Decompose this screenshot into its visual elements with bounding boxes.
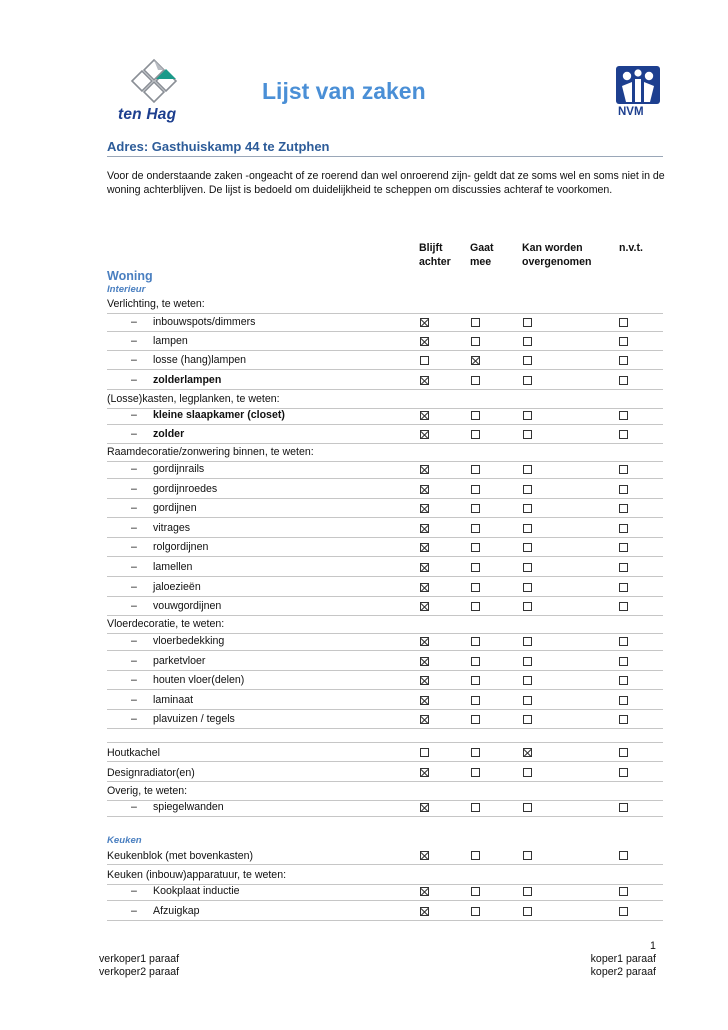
- group-row-raamdecoratie: Raamdecoratie/zonwering binnen, te weten:: [107, 443, 663, 462]
- checkbox-kan-worden-overgenomen[interactable]: [523, 715, 532, 724]
- item-row: – zolderlampen: [107, 371, 663, 390]
- page-number: 1: [650, 940, 656, 952]
- checkbox-blijft-achter[interactable]: [420, 748, 429, 757]
- checkbox-kan-worden-overgenomen[interactable]: [523, 657, 532, 666]
- address-divider: [107, 156, 663, 157]
- checkbox-gaat-mee[interactable]: [471, 411, 480, 420]
- top-row: Keukenblok (met bovenkasten): [107, 846, 663, 865]
- item-row: – vouwgordijnen: [107, 597, 663, 616]
- checkbox-nvt[interactable]: [619, 465, 628, 474]
- checkbox-kan-worden-overgenomen[interactable]: [523, 583, 532, 592]
- checkbox-kan-worden-overgenomen[interactable]: [523, 356, 532, 365]
- checkbox-blijft-achter[interactable]: [420, 504, 429, 513]
- checkbox-gaat-mee[interactable]: [471, 583, 480, 592]
- checkbox-gaat-mee[interactable]: [471, 465, 480, 474]
- item-row: – parketvloer: [107, 652, 663, 671]
- checkbox-nvt[interactable]: [619, 356, 628, 365]
- checkbox-blijft-achter[interactable]: [420, 583, 429, 592]
- checkbox-gaat-mee[interactable]: [471, 748, 480, 757]
- checkbox-nvt[interactable]: [619, 768, 628, 777]
- checkbox-gaat-mee[interactable]: [471, 563, 480, 572]
- checkbox-kan-worden-overgenomen[interactable]: [523, 696, 532, 705]
- checkbox-kan-worden-overgenomen[interactable]: [523, 337, 532, 346]
- nvm-logo-text: NVM: [618, 106, 644, 118]
- checkbox-nvt[interactable]: [619, 337, 628, 346]
- checkbox-gaat-mee[interactable]: [471, 524, 480, 533]
- footer-left: [99, 953, 179, 979]
- checkbox-kan-worden-overgenomen[interactable]: [523, 563, 532, 572]
- checkbox-nvt[interactable]: [619, 803, 628, 812]
- checkbox-blijft-achter[interactable]: [420, 887, 429, 896]
- checkbox-blijft-achter[interactable]: [420, 637, 429, 646]
- checkbox-kan-worden-overgenomen[interactable]: [523, 748, 532, 757]
- item-row: – gordijnen: [107, 499, 663, 518]
- checkbox-gaat-mee[interactable]: [471, 504, 480, 513]
- checkbox-blijft-achter[interactable]: [420, 851, 429, 860]
- checkbox-nvt[interactable]: [619, 563, 628, 572]
- intro-paragraph: Voor de onderstaande zaken -ongeacht of ze roerend dan wel onroerend zijn- geldt dat ze soms wel en soms niet in de woning achterblijven. De lijst is bedoeld om duidelijkheid te scheppen om discussies achteraf te voorkomen.: [107, 170, 665, 196]
- checkbox-gaat-mee[interactable]: [471, 602, 480, 611]
- subsection-title-keuken: Keuken: [107, 835, 142, 846]
- group-row-vloerdecoratie: Vloerdecoratie, te weten:: [107, 615, 663, 634]
- checkbox-nvt[interactable]: [619, 504, 628, 513]
- ten-hag-logo-text: ten Hag: [118, 106, 177, 123]
- subsection-title-interieur: Interieur: [107, 284, 146, 295]
- checkbox-gaat-mee[interactable]: [471, 657, 480, 666]
- item-row: – jaloezieën: [107, 578, 663, 597]
- checkbox-gaat-mee[interactable]: [471, 768, 480, 777]
- address-heading: Adres: Gasthuiskamp 44 te Zutphen: [107, 139, 330, 154]
- group-row-overig: Overig, te weten:: [107, 782, 663, 801]
- signature-koper2: koper2 paraaf: [590, 966, 656, 978]
- checkbox-gaat-mee[interactable]: [471, 337, 480, 346]
- checkbox-kan-worden-overgenomen[interactable]: [523, 803, 532, 812]
- checkbox-blijft-achter[interactable]: [420, 485, 429, 494]
- item-row: – inbouwspots/dimmers: [107, 313, 663, 332]
- checkbox-kan-worden-overgenomen[interactable]: [523, 543, 532, 552]
- checkbox-nvt[interactable]: [619, 748, 628, 757]
- checkbox-gaat-mee[interactable]: [471, 715, 480, 724]
- checkbox-nvt[interactable]: [619, 411, 628, 420]
- item-row: – lamellen: [107, 558, 663, 577]
- checkbox-kan-worden-overgenomen[interactable]: [523, 376, 532, 385]
- checkbox-blijft-achter[interactable]: [420, 430, 429, 439]
- footer-right: [578, 953, 656, 979]
- checkbox-blijft-achter[interactable]: [420, 676, 429, 685]
- item-row: – losse (hang)lampen: [107, 351, 663, 370]
- column-header-kan-worden-overgenomen: Kan worden overgenomen: [522, 242, 592, 268]
- checkbox-nvt[interactable]: [619, 887, 628, 896]
- checkbox-kan-worden-overgenomen[interactable]: [523, 465, 532, 474]
- checkbox-kan-worden-overgenomen[interactable]: [523, 887, 532, 896]
- checkbox-nvt[interactable]: [619, 907, 628, 916]
- column-header-gaat-mee: Gaat mee: [470, 242, 494, 268]
- checkbox-gaat-mee[interactable]: [471, 851, 480, 860]
- checkbox-gaat-mee[interactable]: [471, 637, 480, 646]
- item-row: – kleine slaapkamer (closet): [107, 406, 663, 425]
- signature-verkoper1: verkoper1 paraaf: [99, 953, 180, 965]
- checkbox-gaat-mee[interactable]: [471, 543, 480, 552]
- checkbox-blijft-achter[interactable]: [420, 465, 429, 474]
- checkbox-gaat-mee[interactable]: [471, 376, 480, 385]
- checkbox-blijft-achter[interactable]: [420, 563, 429, 572]
- item-row: – houten vloer(delen): [107, 671, 663, 690]
- item-row: – vloerbedekking: [107, 632, 663, 651]
- checkbox-gaat-mee[interactable]: [471, 485, 480, 494]
- checkbox-kan-worden-overgenomen[interactable]: [523, 318, 532, 327]
- page-title: Lijst van zaken: [262, 78, 426, 104]
- checkbox-blijft-achter[interactable]: [420, 411, 429, 420]
- checkbox-gaat-mee[interactable]: [471, 696, 480, 705]
- checkbox-blijft-achter[interactable]: [420, 768, 429, 777]
- checkbox-nvt[interactable]: [619, 637, 628, 646]
- checkbox-nvt[interactable]: [619, 376, 628, 385]
- column-header-blijft-achter: Blijft achter: [419, 242, 451, 268]
- nvm-logo: [616, 62, 662, 120]
- checkbox-gaat-mee[interactable]: [471, 887, 480, 896]
- item-row: – laminaat: [107, 691, 663, 710]
- checkbox-nvt[interactable]: [619, 851, 628, 860]
- checkbox-gaat-mee[interactable]: [471, 803, 480, 812]
- checkbox-blijft-achter[interactable]: [420, 524, 429, 533]
- checkbox-kan-worden-overgenomen[interactable]: [523, 637, 532, 646]
- checkbox-blijft-achter[interactable]: [420, 715, 429, 724]
- checkbox-blijft-achter[interactable]: [420, 657, 429, 666]
- checkbox-blijft-achter[interactable]: [420, 337, 429, 346]
- top-row: Designradiator(en): [107, 763, 663, 782]
- checkbox-gaat-mee[interactable]: [471, 318, 480, 327]
- checkbox-nvt[interactable]: [619, 430, 628, 439]
- checkbox-kan-worden-overgenomen[interactable]: [523, 602, 532, 611]
- checkbox-blijft-achter[interactable]: [420, 318, 429, 327]
- item-row: – zolder: [107, 425, 663, 444]
- nvm-house-icon: [616, 62, 660, 104]
- section-title-woning: Woning: [107, 269, 153, 283]
- checkbox-kan-worden-overgenomen[interactable]: [523, 851, 532, 860]
- checkbox-nvt[interactable]: [619, 696, 628, 705]
- item-row: – rolgordijnen: [107, 538, 663, 557]
- checkbox-blijft-achter[interactable]: [420, 543, 429, 552]
- checkbox-gaat-mee[interactable]: [471, 907, 480, 916]
- checkbox-kan-worden-overgenomen[interactable]: [523, 430, 532, 439]
- checkbox-blijft-achter[interactable]: [420, 803, 429, 812]
- checkbox-gaat-mee[interactable]: [471, 356, 480, 365]
- item-row: – spiegelwanden: [107, 798, 663, 817]
- checkbox-kan-worden-overgenomen[interactable]: [523, 504, 532, 513]
- checkbox-kan-worden-overgenomen[interactable]: [523, 411, 532, 420]
- group-row-kasten: (Losse)kasten, legplanken, te weten:: [107, 390, 663, 409]
- group-row-verlichting: Verlichting, te weten:: [107, 295, 663, 314]
- checkbox-blijft-achter[interactable]: [420, 907, 429, 916]
- checkbox-nvt[interactable]: [619, 583, 628, 592]
- group-row-keuken-apparatuur: Keuken (inbouw)apparatuur, te weten:: [107, 866, 663, 885]
- item-row: – gordijnroedes: [107, 480, 663, 499]
- checkbox-nvt[interactable]: [619, 602, 628, 611]
- checkbox-nvt[interactable]: [619, 524, 628, 533]
- item-row: – vitrages: [107, 519, 663, 538]
- checkbox-gaat-mee[interactable]: [471, 676, 480, 685]
- item-row: – Afzuigkap: [107, 902, 663, 921]
- checkbox-nvt[interactable]: [619, 543, 628, 552]
- checkbox-kan-worden-overgenomen[interactable]: [523, 768, 532, 777]
- checkbox-blijft-achter[interactable]: [420, 356, 429, 365]
- item-row: – lampen: [107, 332, 663, 351]
- ten-hag-pinwheel-icon: [130, 58, 178, 104]
- checkbox-kan-worden-overgenomen[interactable]: [523, 485, 532, 494]
- top-row: Houtkachel: [107, 742, 663, 762]
- item-row: – plavuizen / tegels: [107, 710, 663, 729]
- checkbox-nvt[interactable]: [619, 715, 628, 724]
- checkbox-nvt[interactable]: [619, 318, 628, 327]
- checkbox-kan-worden-overgenomen[interactable]: [523, 676, 532, 685]
- checkbox-kan-worden-overgenomen[interactable]: [523, 524, 532, 533]
- checkbox-blijft-achter[interactable]: [420, 602, 429, 611]
- checkbox-gaat-mee[interactable]: [471, 430, 480, 439]
- checkbox-kan-worden-overgenomen[interactable]: [523, 907, 532, 916]
- item-row: – gordijnrails: [107, 460, 663, 479]
- checkbox-blijft-achter[interactable]: [420, 376, 429, 385]
- ten-hag-logo: [118, 58, 192, 124]
- column-header-nvt: n.v.t.: [619, 242, 643, 254]
- item-row: – Kookplaat inductie: [107, 882, 663, 901]
- signature-koper1: koper1 paraaf: [590, 953, 656, 965]
- checkbox-blijft-achter[interactable]: [420, 696, 429, 705]
- signature-verkoper2: verkoper2 paraaf: [99, 966, 180, 978]
- checkbox-nvt[interactable]: [619, 485, 628, 494]
- checkbox-nvt[interactable]: [619, 657, 628, 666]
- checkbox-nvt[interactable]: [619, 676, 628, 685]
